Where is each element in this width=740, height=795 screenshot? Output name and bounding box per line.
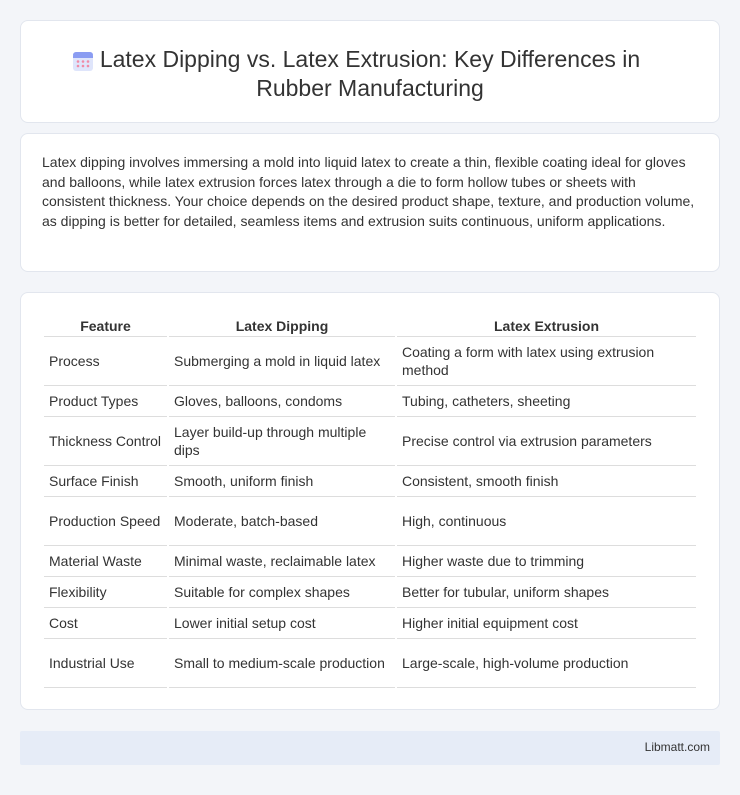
table-row — [44, 497, 696, 546]
header-latex-extrusion: Latex Extrusion — [397, 316, 696, 337]
table-row — [44, 577, 696, 608]
table-row — [44, 337, 696, 386]
header-latex-dipping: Latex Dipping — [169, 316, 395, 337]
table-row — [44, 608, 696, 639]
cell-dipping: Small to medium-scale production — [169, 639, 395, 688]
page-title-line-1: Latex Dipping vs. Latex Extrusion: Key Differences in — [99, 46, 641, 72]
table-row — [44, 417, 696, 466]
cell-feature: Industrial Use — [44, 639, 167, 688]
table-header-row — [44, 316, 696, 337]
page-title — [21, 45, 719, 103]
table-row — [44, 466, 696, 497]
cell-extrusion: High, continuous — [397, 497, 696, 546]
cell-extrusion: Precise control via extrusion parameters — [397, 417, 696, 466]
table-row — [44, 546, 696, 577]
cell-feature: Product Types — [44, 386, 167, 417]
cell-extrusion: Large-scale, high-volume production — [397, 639, 696, 688]
cell-dipping: Smooth, uniform finish — [169, 466, 395, 497]
cell-dipping: Gloves, balloons, condoms — [169, 386, 395, 417]
cell-extrusion: Higher initial equipment cost — [397, 608, 696, 639]
comparison-table — [42, 316, 698, 688]
cell-dipping: Lower initial setup cost — [169, 608, 395, 639]
table-row — [44, 639, 696, 688]
cell-extrusion: Higher waste due to trimming — [397, 546, 696, 577]
cell-dipping: Suitable for complex shapes — [169, 577, 395, 608]
cell-extrusion: Better for tubular, uniform shapes — [397, 577, 696, 608]
footer-brand[interactable]: Libmatt.com — [644, 740, 710, 754]
cell-feature: Process — [44, 337, 167, 386]
comparison-card — [20, 292, 720, 710]
cell-feature: Flexibility — [44, 577, 167, 608]
intro-card — [20, 133, 720, 272]
cell-dipping: Minimal waste, reclaimable latex — [169, 546, 395, 577]
cell-dipping: Moderate, batch-based — [169, 497, 395, 546]
cell-extrusion: Coating a form with latex using extrusion method — [397, 337, 696, 386]
cell-dipping: Submerging a mold in liquid latex — [169, 337, 395, 386]
cell-extrusion: Tubing, catheters, sheeting — [397, 386, 696, 417]
table-row — [44, 386, 696, 417]
cell-feature: Cost — [44, 608, 167, 639]
cell-extrusion: Consistent, smooth finish — [397, 466, 696, 497]
cell-feature: Material Waste — [44, 546, 167, 577]
cell-feature: Production Speed — [44, 497, 167, 546]
cell-feature: Thickness Control — [44, 417, 167, 466]
cell-dipping: Layer build-up through multiple dips — [169, 417, 395, 466]
intro-paragraph: Latex dipping involves immersing a mold into liquid latex to create a thin, flexible coating ideal for gloves and balloons, while latex extrusion forces latex through a die to form hollow tubes or sheets with consistent thickness. Your choice depends on the desired product shape, texture, and production volume, as dipping is better for detailed, seamless items and extrusion suits continuous, uniform applications. — [42, 154, 695, 229]
cell-feature: Surface Finish — [44, 466, 167, 497]
page-title-line-2: Rubber Manufacturing — [256, 75, 484, 101]
header-feature: Feature — [44, 316, 167, 337]
title-card — [20, 20, 720, 123]
footer-bar — [20, 731, 720, 765]
